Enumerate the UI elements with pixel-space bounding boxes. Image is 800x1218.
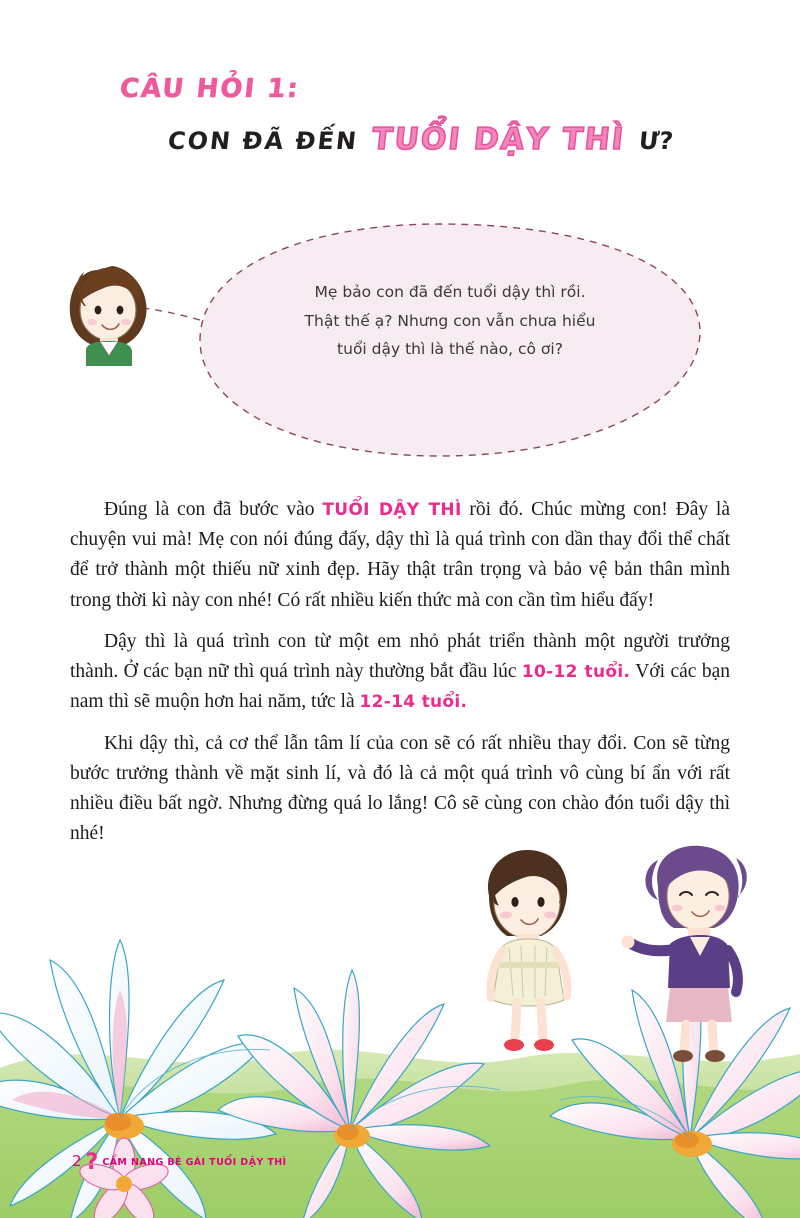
speech-bubble-area (0, 210, 800, 490)
page-footer (72, 1150, 287, 1176)
paragraph-1 (70, 495, 730, 616)
body-copy (70, 495, 730, 860)
bubble-line-3: tuổi dậy thì là thế nào, cô ơi? (337, 340, 563, 359)
teacher-character-standing (618, 838, 768, 1068)
heading-highlight-text: TUỔI DẬY THÌ (370, 122, 627, 157)
p1-emphasis: TUỔI DẬY THÌ (322, 500, 462, 520)
page-heading (0, 60, 800, 180)
p2-emphasis-1: 10-12 tuổi. (521, 662, 631, 683)
speech-bubble-text (250, 278, 650, 364)
girl-character-standing (455, 840, 595, 1070)
p1-part-b: rồi đó. Chúc mừng con! Đây là chuyện vui mà! Mẹ con nói đúng đấy, dậy thì là quá trình con dần thay đổi thể chất để trở thành một thiếu nữ xinh đẹp. Hãy thật trân trọng và bảo vệ bản thân mình trong thời kì này con nhé! Có rất nhiều kiến thức mà con cần tìm hiểu đấy! (70, 499, 730, 611)
heading-post-text: Ư? (637, 127, 675, 155)
heading-line-2 (168, 122, 673, 157)
bubble-line-2: Thật thế ạ? Nhưng con vẫn chưa hiểu (304, 311, 596, 330)
p1-part-a: Đúng là con đã bước vào (104, 499, 323, 520)
paragraph-3: Khi dậy thì, cả cơ thể lẫn tâm lí của con sẽ có rất nhiều thay đổi. Con sẽ từng bước trưởng thành về mặt sinh lí, và đó là cả một quá trình vô cùng bí ẩn với rất nhiều điều bất ngờ. Nhưng đừng quá lo lắng! Cô sẽ cùng con chào đón tuổi dậy thì nhé! (70, 732, 730, 845)
girl-character-avatar (70, 266, 147, 366)
question-label: CÂU HỎI 1: (118, 74, 302, 104)
question-mark-icon: ? (85, 1150, 99, 1176)
p2-emphasis-2: 12-14 tuổi. (359, 692, 468, 713)
heading-pre-text: CON ĐÃ ĐẾN (166, 127, 360, 155)
page-number: 2 (72, 1152, 82, 1170)
paragraph-2 (70, 627, 730, 718)
book-title: CẨM NANG BÉ GÁI TUỔI DẬY THÌ (102, 1157, 287, 1168)
p2-part-b: Với các bạn nam thì sẽ muộn hơn hai năm, tức là (70, 661, 730, 713)
bubble-line-1: Mẹ bảo con đã đến tuổi dậy thì rồi. (314, 283, 586, 301)
p2-part-a: Dậy thì là quá trình con từ một em nhỏ phát triển thành một người trưởng thành. Ở các bạn nữ thì quá trình này thường bắt đầu lúc (70, 630, 730, 683)
